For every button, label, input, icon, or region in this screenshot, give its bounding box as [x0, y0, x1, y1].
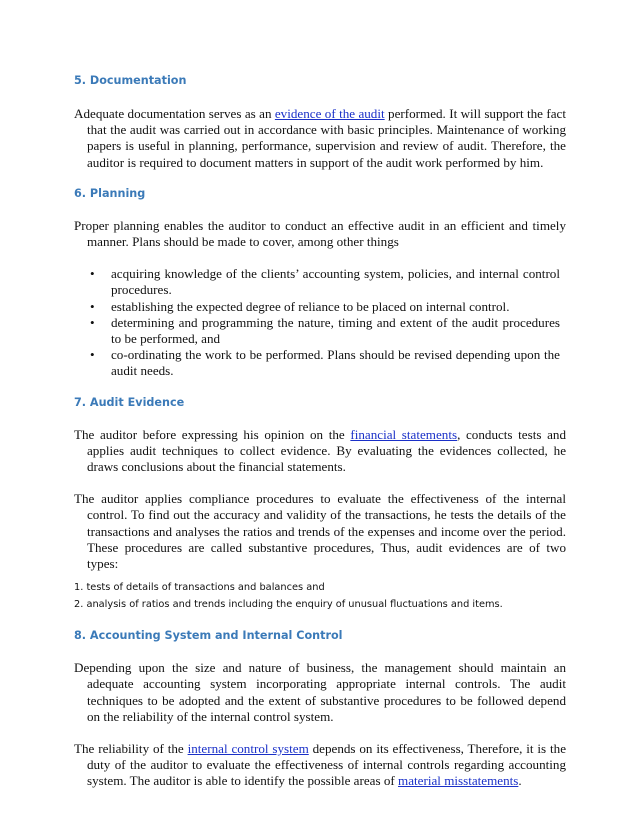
- audit-evidence-types-list: [74, 580, 566, 613]
- paragraph-audit-evidence-2: The auditor applies compliance procedures to evaluate the effectiveness of the internal control. To find out the accuracy and validity of the transactions, he tests the details of the transactions and analyses the ratios and trends of the expenses and income over the period. These procedures are called substantive procedures, Thus, audit evidences are of two types:: [74, 491, 566, 572]
- text-run: The auditor before expressing his opinion on the: [74, 426, 351, 442]
- link-material-misstatements[interactable]: material misstatements: [398, 773, 519, 789]
- link-evidence-of-the-audit[interactable]: evidence of the audit: [274, 106, 385, 121]
- heading-audit-evidence: 7. Audit Evidence: [74, 395, 185, 409]
- heading-documentation: 5. Documentation: [74, 74, 187, 87]
- text-run: performed. It will support the fact that the audit was carried out in accordance with basic principles. Maintenance of working papers is useful in planning, performance, supervision and review of audit. Therefore, the auditor is required to document matters in support of the audit work performed by him.: [87, 106, 566, 170]
- text-run: , conducts tests and applies audit techniques to collect evidence. By evaluating the evidences collected, he draws conclusions about the financial statements.: [87, 426, 566, 475]
- paragraph-planning: Proper planning enables the auditor to conduct an effective audit in an efficient and timely manner. Plans should be made to cover, among other things: [74, 217, 566, 250]
- text-run: depends on its effectiveness, Therefore, it is the duty of the auditor to evaluate the effectiveness of internal controls regarding accounting system. The auditor is able to identify the possible areas of: [87, 741, 567, 789]
- heading-accounting-system: 8. Accounting System and Internal Control: [74, 629, 343, 643]
- paragraph-audit-evidence-1: [74, 427, 566, 476]
- list-item: 1. tests of details of transactions and balances and: [74, 582, 325, 594]
- paragraph-documentation: [74, 106, 566, 171]
- link-internal-control-system[interactable]: internal control system: [187, 741, 309, 757]
- text-run: Adequate documentation serves as an: [74, 106, 275, 121]
- text-run: The reliability of the: [74, 741, 188, 757]
- heading-planning: 6. Planning: [74, 186, 146, 200]
- text-run: .: [518, 773, 522, 789]
- link-financial-statements[interactable]: financial statements: [350, 426, 458, 442]
- list-item: 2. analysis of ratios and trends including the enquiry of unusual fluctuations and items.: [74, 598, 503, 610]
- paragraph-accounting-system-2: [74, 741, 566, 790]
- list-item: • establishing the expected degree of reliance to be placed on internal control.: [111, 299, 566, 315]
- planning-bullet-list: [74, 266, 566, 379]
- list-item: • co-ordinating the work to be performed. Plans should be revised depending upon the audit needs.: [111, 347, 566, 379]
- list-item: • determining and programming the nature, timing and extent of the audit procedures to be performed, and: [111, 315, 566, 347]
- list-item: • acquiring knowledge of the clients’ accounting system, policies, and internal control procedures.: [111, 266, 566, 298]
- paragraph-accounting-system-1: Depending upon the size and nature of business, the management should maintain an adequate accounting system incorporating appropriate internal controls. The audit techniques to be adopted and the extent of substantive procedures to be followed depend on the reliability of the internal control system.: [74, 660, 566, 724]
